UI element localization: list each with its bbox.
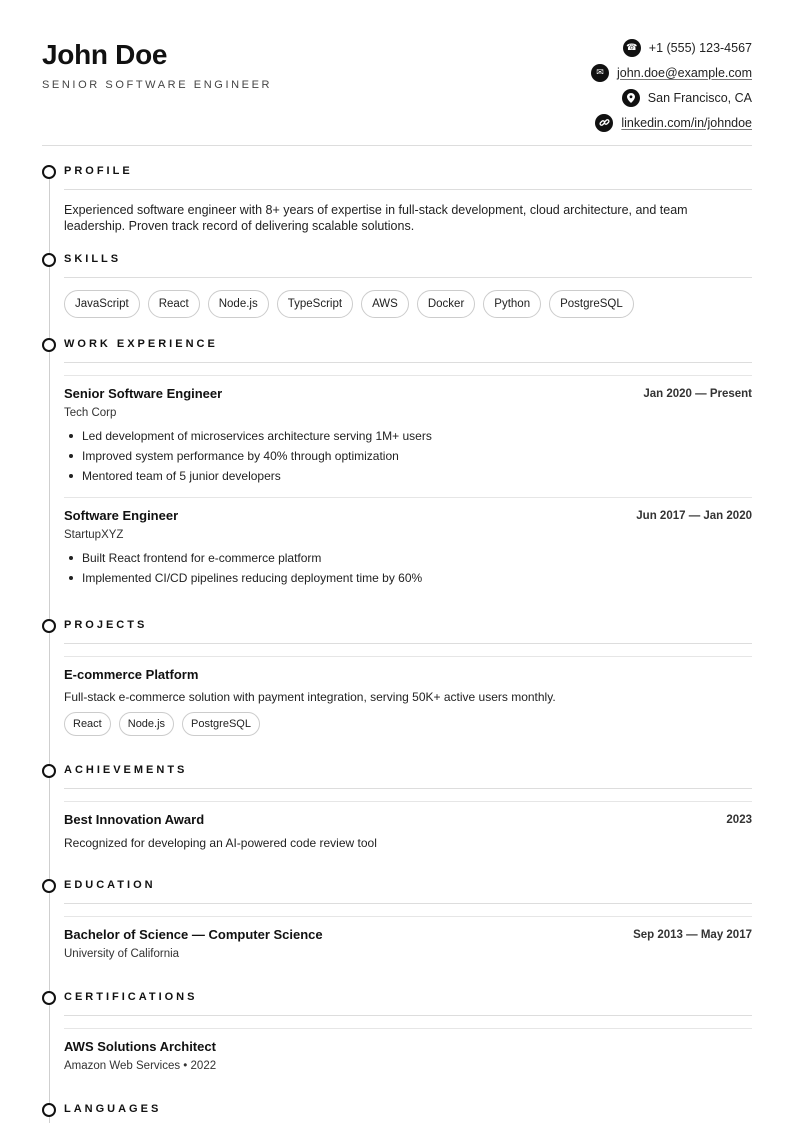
project-tag: React <box>64 712 111 736</box>
job-title: Software Engineer <box>64 508 179 523</box>
certification-issuer: Amazon Web Services • 2022 <box>64 1060 217 1072</box>
email-link[interactable]: john.doe@example.com <box>617 65 752 80</box>
profile-text: Experienced software engineer with 8+ years of expertise in full-stack development, cloud architecture, and team leadership. Proven track record of delivering scalable solutions. <box>64 203 688 233</box>
section-title: ACHIEVEMENTS <box>64 764 188 776</box>
skill-chip: React <box>148 290 200 318</box>
section-title: PROJECTS <box>64 619 148 631</box>
job-bullets <box>64 548 752 588</box>
achievement-year: 2023 <box>726 814 752 826</box>
section-title: PROFILE <box>64 165 133 177</box>
section-divider <box>64 277 752 278</box>
timeline-dot <box>42 991 56 1005</box>
skill-chip: AWS <box>361 290 409 318</box>
entry-divider <box>64 916 752 917</box>
entry-divider <box>64 656 752 657</box>
link-icon <box>595 114 613 132</box>
section-divider <box>64 1015 752 1016</box>
phone-text: +1 (555) 123-4567 <box>648 40 752 55</box>
entry-divider <box>64 375 752 376</box>
timeline-dot <box>42 253 56 267</box>
timeline-line <box>49 172 50 1123</box>
timeline-dot <box>42 338 56 352</box>
timeline-dot <box>42 165 56 179</box>
section-divider <box>64 643 752 644</box>
job-company: Tech Corp <box>64 407 117 419</box>
education-school: University of California <box>64 948 180 960</box>
project-name: E-commerce Platform <box>64 667 199 682</box>
project-description: Full-stack e-commerce solution with payment integration, serving 50K+ active users monthly. <box>64 690 556 704</box>
certification-name: AWS Solutions Architect <box>64 1039 216 1054</box>
contact-linkedin[interactable] <box>432 110 752 135</box>
section-title: CERTIFICATIONS <box>64 991 198 1003</box>
linkedin-link[interactable]: linkedin.com/in/johndoe <box>621 115 752 130</box>
skill-chip: Python <box>483 290 541 318</box>
job-bullet: Led development of microservices architecture serving 1M+ users <box>64 426 752 446</box>
job-bullet: Improved system performance by 40% through optimization <box>64 446 752 466</box>
candidate-role: SENIOR SOFTWARE ENGINEER <box>42 79 273 91</box>
education-dates: Sep 2013 — May 2017 <box>633 929 752 941</box>
section-divider <box>64 788 752 789</box>
section-divider <box>64 362 752 363</box>
timeline-dot <box>42 619 56 633</box>
contact-location <box>432 85 752 110</box>
section-divider <box>64 189 752 190</box>
entry-divider <box>64 801 752 802</box>
resume-page <box>42 0 752 1123</box>
job-bullet: Implemented CI/CD pipelines reducing deployment time by 60% <box>64 568 752 588</box>
job-dates: Jan 2020 — Present <box>643 388 752 400</box>
contact-block <box>432 35 752 135</box>
section-title: WORK EXPERIENCE <box>64 338 218 350</box>
timeline-dot <box>42 764 56 778</box>
job-title: Senior Software Engineer <box>64 386 223 401</box>
candidate-name: John Doe <box>42 39 168 70</box>
skill-chip: TypeScript <box>277 290 353 318</box>
project-tags <box>64 712 260 736</box>
skill-chip: Node.js <box>208 290 269 318</box>
job-bullet: Built React frontend for e-commerce platform <box>64 548 752 568</box>
timeline-dot <box>42 1103 56 1117</box>
timeline-dot <box>42 879 56 893</box>
location-text: San Francisco, CA <box>647 90 752 105</box>
location-pin-icon <box>622 89 640 107</box>
job-dates: Jun 2017 — Jan 2020 <box>636 510 752 522</box>
entry-divider <box>64 497 752 498</box>
job-bullets <box>64 426 752 486</box>
achievement-description: Recognized for developing an AI-powered code review tool <box>64 836 377 850</box>
phone-icon: ☎ <box>623 39 641 57</box>
section-divider <box>64 903 752 904</box>
skill-chip: Docker <box>417 290 475 318</box>
email-icon: ✉ <box>591 64 609 82</box>
achievement-name: Best Innovation Award <box>64 812 205 827</box>
section-title: LANGUAGES <box>64 1103 162 1115</box>
section-title: SKILLS <box>64 253 122 265</box>
education-degree: Bachelor of Science — Computer Science <box>64 927 323 942</box>
project-tag: Node.js <box>119 712 174 736</box>
contact-phone <box>432 35 752 60</box>
project-tag: PostgreSQL <box>182 712 260 736</box>
contact-email[interactable] <box>432 60 752 85</box>
entry-divider <box>64 1028 752 1029</box>
job-company: StartupXYZ <box>64 529 124 541</box>
skill-chip: JavaScript <box>64 290 140 318</box>
skill-chip: PostgreSQL <box>549 290 634 318</box>
skills-list <box>64 290 634 318</box>
job-bullet: Mentored team of 5 junior developers <box>64 466 752 486</box>
section-title: EDUCATION <box>64 879 156 891</box>
header-divider <box>42 145 752 146</box>
